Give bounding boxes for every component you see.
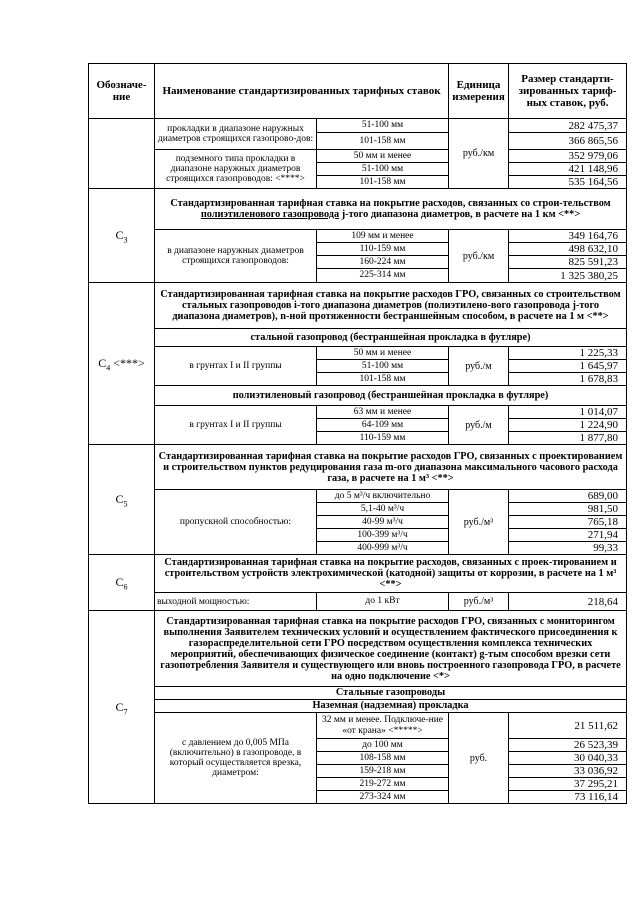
subsection-row: [89, 700, 627, 713]
row-label: в грунтах I и II группы: [155, 347, 317, 386]
designation-cell-empty: [89, 119, 155, 189]
range-cell: 5,1-40 м³/ч: [317, 503, 449, 516]
header-designation: Обозначе-ние: [89, 64, 155, 119]
value-cell: 282 475,37: [509, 119, 627, 133]
range-cell: 159-218 мм: [317, 765, 449, 778]
range-cell: 40-99 м³/ч: [317, 516, 449, 529]
designation-c3: $C_3$: [89, 189, 155, 283]
range-cell: 50 мм и менее: [317, 150, 449, 163]
section-title-row: [89, 283, 627, 329]
range-cell: 63 мм и менее: [317, 406, 449, 419]
value-cell: 26 523,39: [509, 739, 627, 752]
row-label: в диапазоне наружных диаметров строящихся газопроводов:: [155, 230, 317, 283]
subsection-row: [89, 687, 627, 700]
subsection-title: стальной газопровод (бестраншейная прокладка в футляре): [155, 329, 627, 347]
subsection-row: [89, 386, 627, 406]
range-cell: 101-158 мм: [317, 176, 449, 189]
value-cell: 37 295,21: [509, 778, 627, 791]
value-cell: 825 591,23: [509, 256, 627, 269]
section-title: Стандартизированная тарифная ставка на покрытие расходов, связанных со строи-тельством полиэтиленового газопровода j-того диапазона диаметров, в расчете на 1 км <**>: [155, 189, 627, 230]
value-cell: 1 645,97: [509, 360, 627, 373]
value-cell: 21 511,62: [509, 713, 627, 739]
designation-c4: $C_4$ <***>: [89, 283, 155, 445]
range-cell: 219-272 мм: [317, 778, 449, 791]
designation-c6: $C_6$: [89, 555, 155, 611]
value-cell: 535 164,56: [509, 176, 627, 189]
section-title-row: [89, 189, 627, 230]
range-cell: 400-999 м³/ч: [317, 542, 449, 555]
value-cell: 99,33: [509, 542, 627, 555]
subsection-title: Стальные газопроводы: [155, 687, 627, 700]
row-label: в грунтах I и II группы: [155, 406, 317, 445]
value-cell: 33 036,92: [509, 765, 627, 778]
range-cell: 273-324 мм: [317, 791, 449, 804]
range-cell: 110-159 мм: [317, 243, 449, 256]
row-label: выходной мощностью:: [155, 593, 317, 611]
range-cell: 50 мм и менее: [317, 347, 449, 360]
section-title-row: [89, 611, 627, 687]
tariff-table: [88, 63, 627, 804]
value-cell: 1 224,90: [509, 419, 627, 432]
unit-cell: руб./м³: [449, 490, 509, 555]
value-cell: 218,64: [509, 593, 627, 611]
unit-cell: руб./км: [449, 119, 509, 189]
range-cell: до 5 м³/ч включительно: [317, 490, 449, 503]
value-cell: 1 014,07: [509, 406, 627, 419]
range-cell: 51-100 мм: [317, 360, 449, 373]
table-row: [89, 490, 627, 503]
header-unit: Единица измерения: [449, 64, 509, 119]
range-cell: 225-314 мм: [317, 269, 449, 283]
row-label: с давлением до 0,005 МПа (включительно) в газопроводе, в который осуществляется врезка, диаметром:: [155, 713, 317, 804]
row-label: прокладки в диапазоне наружных диаметров строящихся газопрово-дов:: [155, 119, 317, 150]
range-cell: до 100 мм: [317, 739, 449, 752]
range-cell: 101-158 мм: [317, 133, 449, 150]
section-title-row: [89, 445, 627, 490]
value-cell: 73 116,14: [509, 791, 627, 804]
value-cell: 421 148,96: [509, 163, 627, 176]
table-row: [89, 150, 627, 163]
header-name: Наименование стандартизированных тарифных ставок: [155, 64, 449, 119]
section-title: Стандартизированная тарифная ставка на покрытие расходов ГРО, связанных со строительством стальных газопроводов i-того диапазона диаметров (полиэтилено-вого газопровода j-того диапазона диаметров), n-ной протяженности бестраншейным способом, в расчете на 1 м <**>: [155, 283, 627, 329]
table-row: [89, 230, 627, 243]
value-cell: 352 979,06: [509, 150, 627, 163]
value-cell: 1 877,80: [509, 432, 627, 445]
value-cell: 765,18: [509, 516, 627, 529]
range-cell: 32 мм и менее. Подключе-ние «от крана» <*****>: [317, 713, 449, 739]
range-cell: 100-399 м³/ч: [317, 529, 449, 542]
subsection-title: полиэтиленовый газопровод (бестраншейная прокладка в футляре): [155, 386, 627, 406]
range-cell: 64-109 мм: [317, 419, 449, 432]
value-cell: 981,50: [509, 503, 627, 516]
designation-c5: $C_5$: [89, 445, 155, 555]
header-size: Размер стандарти-зированных тариф-ных ставок, руб.: [509, 64, 627, 119]
value-cell: 1 325 380,25: [509, 269, 627, 283]
table-row: [89, 119, 627, 133]
table-row: [89, 593, 627, 611]
value-cell: 498 632,10: [509, 243, 627, 256]
value-cell: 271,94: [509, 529, 627, 542]
subsection-row: [89, 329, 627, 347]
designation-c7: $C_7$: [89, 611, 155, 804]
unit-cell: руб./м: [449, 406, 509, 445]
unit-cell: руб.: [449, 713, 509, 804]
value-cell: 30 040,33: [509, 752, 627, 765]
value-cell: 1 678,83: [509, 373, 627, 386]
section-title-row: [89, 555, 627, 593]
value-cell: 1 225,33: [509, 347, 627, 360]
section-title: Стандартизированная тарифная ставка на покрытие расходов ГРО, связанных с проектированием и строительством пунктов редуцирования газа m-ого диапазона максимального часового расхода газа, в расчете на 1 м³ <**>: [155, 445, 627, 490]
range-cell: до 1 кВт: [317, 593, 449, 611]
unit-cell: руб./м³: [449, 593, 509, 611]
range-cell: 160-224 мм: [317, 256, 449, 269]
range-cell: 51-100 мм: [317, 163, 449, 176]
range-cell: 101-158 мм: [317, 373, 449, 386]
value-cell: 349 164,76: [509, 230, 627, 243]
section-title: Стандартизированная тарифная ставка на покрытие расходов ГРО, связанных с мониторингом выполнения Заявителем технических условий и осуществлением фактического присоединения к газораспределительной сети ГРО посредством осуществления комплекса технических мероприятий, обеспечивающих физическое соединение (контакт) g-тым способом врезки сети газопотребления Заявителя и существующего или вновь построенного газопровода ГРО, в расчете на одно подключение <*>: [155, 611, 627, 687]
subsection-title: Наземная (надземная) прокладка: [155, 700, 627, 713]
unit-cell: руб./км: [449, 230, 509, 283]
range-cell: 110-159 мм: [317, 432, 449, 445]
value-cell: 366 865,56: [509, 133, 627, 150]
table-row: [89, 406, 627, 419]
unit-cell: руб./м: [449, 347, 509, 386]
row-label: пропускной способностью:: [155, 490, 317, 555]
header-row: [89, 64, 627, 119]
range-cell: 108-158 мм: [317, 752, 449, 765]
range-cell: 51-100 мм: [317, 119, 449, 133]
range-cell: 109 мм и менее: [317, 230, 449, 243]
table-row: [89, 713, 627, 739]
value-cell: 689,00: [509, 490, 627, 503]
table-row: [89, 347, 627, 360]
row-label: подземного типа прокладки в диапазоне наружных диаметров строящихся газопроводов: <****>: [155, 150, 317, 189]
section-title: Стандартизированная тарифная ставка на покрытие расходов, связанных с проек-тированием и строительством устройств электрохимической (катодной) защиты от коррозии, в расчете на 1 м³ <**>: [155, 555, 627, 593]
